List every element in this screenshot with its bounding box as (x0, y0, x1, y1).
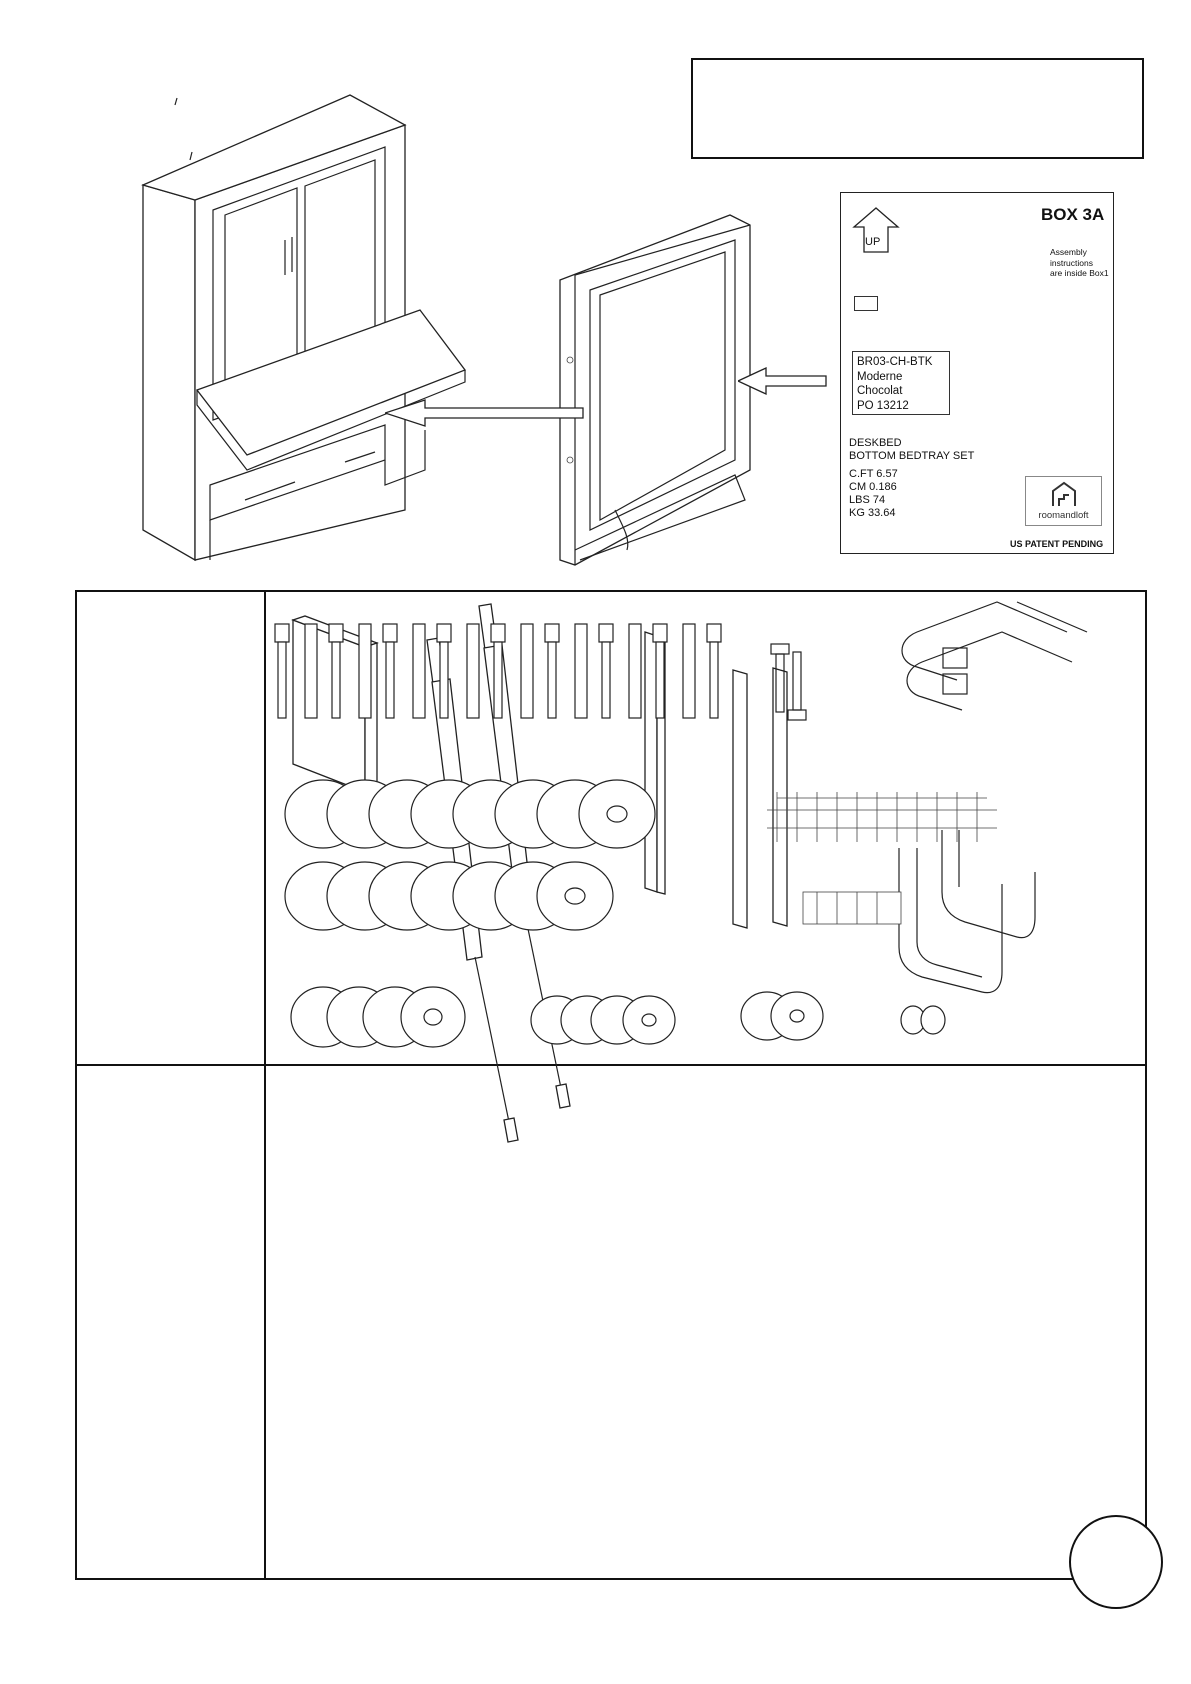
cabinet-drawing (143, 95, 465, 560)
sku-box: BR03-CH-BTK Moderne Chocolat PO 13212 (852, 351, 950, 415)
nuts (943, 648, 967, 694)
assembly-note: Assembly instructions are inside Box1 (1050, 247, 1109, 278)
deskbed-cabinet-illustration (135, 90, 470, 565)
small-screws (767, 792, 997, 924)
product-name: DESKBED BOTTOM BEDTRAY SET (849, 437, 975, 462)
patent-notice: US PATENT PENDING (1010, 539, 1104, 549)
bedtray-frame-illustration (555, 210, 755, 570)
parts-grid (77, 592, 1145, 1578)
arrow-to-frame-icon (738, 366, 828, 396)
check-box (854, 296, 878, 311)
shipping-specs: C.FT 6.57 CM 0.186 LBS 74 KG 33.64 (849, 468, 898, 519)
house-logo-icon (1050, 480, 1078, 508)
box-label (840, 192, 1114, 554)
arrow-to-cabinet-icon (385, 398, 585, 428)
short-bolts (771, 644, 806, 720)
bent-rods (902, 602, 1087, 710)
box-id: BOX 3A (1041, 205, 1105, 224)
up-label: UP (865, 236, 881, 248)
logo-text: roomandloft (1038, 510, 1089, 521)
medium-washers (291, 987, 945, 1047)
page-number-circle (1069, 1515, 1163, 1609)
parts-table (75, 590, 1147, 1580)
u-brackets (899, 830, 1035, 993)
title-box (691, 58, 1144, 159)
brand-logo (1025, 476, 1102, 526)
